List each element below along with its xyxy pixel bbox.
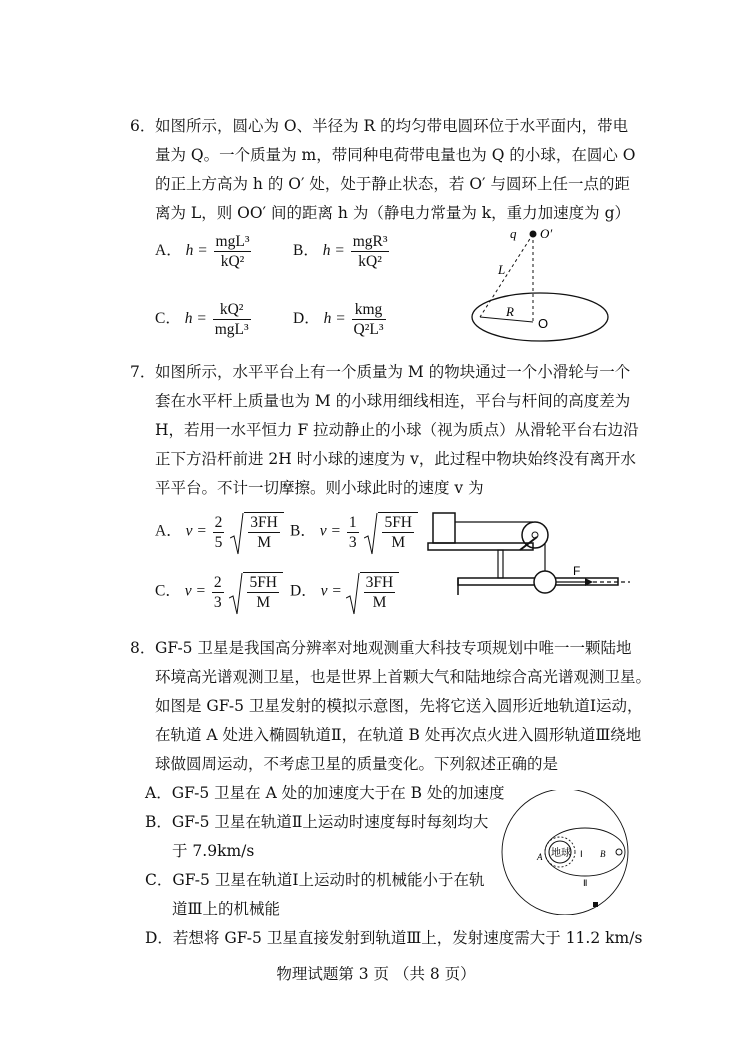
q7-line-3: H，若用一水平恒力 F 拉动静止的小球（视为质点）从滑轮平台右边沿 — [155, 421, 639, 439]
radicand-numerator: 5FH — [249, 574, 278, 591]
option-lhs: v = — [184, 582, 206, 600]
fraction-numerator: kQ² — [213, 300, 251, 320]
q8-line-3: 如图是 GF-5 卫星发射的模拟示意图，先将它送入圆形近地轨道Ⅰ运动， — [155, 697, 643, 715]
radicand-denominator: M — [257, 534, 271, 551]
coefficient-denominator: 3 — [213, 593, 222, 611]
coefficient-numerator: 2 — [213, 573, 222, 591]
q6-option-d[interactable] — [293, 300, 388, 339]
q6-line-1: 如图所示，圆心为 O、半径为 R 的均匀带电圆环位于水平面内，带电 — [155, 117, 629, 135]
q7-line-1: 如图所示，水平平台上有一个质量为 M 的物块通过一个小滑轮与一个 — [155, 363, 631, 381]
label-r: R — [506, 304, 514, 319]
radicand-numerator: 3FH — [250, 514, 278, 531]
q8-option-b-cont: 于 7.9km/s — [172, 842, 255, 860]
fraction-denominator: kQ² — [220, 253, 245, 270]
q7-option-a[interactable] — [155, 512, 284, 552]
label-orbit-1: Ⅰ — [580, 849, 583, 859]
option-lhs: h = — [323, 310, 346, 328]
q8-option-d[interactable]: D．若想将 GF-5 卫星直接发射到轨道Ⅲ上，发射速度需大于 11.2 km/s — [145, 929, 643, 947]
q6-ring-figure — [470, 222, 620, 347]
label-o: O — [538, 316, 549, 331]
fraction-numerator: kmg — [352, 300, 386, 320]
option-label: A． — [155, 242, 182, 260]
radicand-numerator: 3FH — [365, 574, 394, 591]
label-o-prime: O′ — [540, 226, 553, 241]
option-label: C． — [155, 582, 181, 600]
support-post — [498, 550, 503, 578]
option-lhs: h = — [184, 310, 207, 328]
radicand-denominator: M — [391, 534, 406, 551]
fraction-numerator: mgR³ — [352, 233, 388, 250]
q6-line-4: 离为 L，则 OO′ 间的距离 h 为（静电力常量为 k，重力加速度为 g） — [155, 204, 631, 222]
q6-line-2: 量为 Q。一个质量为 m，带同种电荷带电量也为 Q 的小球，在圆心 O — [155, 146, 636, 164]
option-label: D． — [293, 310, 320, 328]
corner-marker — [593, 902, 598, 907]
label-a: A — [537, 852, 543, 862]
q7-line-5: 平平台。不计一切摩擦。则小球此时的速度 v 为 — [155, 479, 484, 497]
q7-number: 7． — [130, 363, 156, 381]
platform — [428, 543, 533, 550]
q8-option-a[interactable]: A．GF-5 卫星在 A 处的加速度大于在 B 处的加速度 — [145, 784, 505, 802]
q7-option-c[interactable] — [155, 572, 283, 612]
label-l: L — [498, 262, 506, 277]
option-lhs: h = — [185, 242, 208, 260]
q7-option-b[interactable] — [290, 512, 418, 552]
option-label: B． — [293, 242, 319, 260]
fraction-numerator: mgL³ — [215, 233, 250, 250]
ball — [534, 571, 556, 593]
q8-number: 8． — [130, 639, 156, 657]
q6-option-c[interactable] — [155, 300, 253, 339]
option-label: B． — [290, 522, 316, 540]
option-lhs: v = — [320, 582, 342, 600]
block-m — [433, 513, 455, 543]
label-earth: 地球 — [551, 848, 571, 859]
q8-line-5: 球做圆周运动，不考虑卫星的质量变化。下列叙述正确的是 — [155, 755, 559, 773]
option-label: C． — [155, 310, 181, 328]
q8-option-c[interactable]: C．GF-5 卫星在轨道Ⅰ上运动时的机械能小于在轨 — [145, 871, 485, 889]
charge-ball — [530, 231, 537, 238]
page-footer: 物理试题第 3 页 （共 8 页） — [276, 965, 476, 983]
q8-line-1: GF-5 卫星是我国高分辨率对地观测重大科技专项规划中唯一一颗陆地 — [155, 639, 632, 657]
radicand-numerator: 5FH — [384, 514, 413, 531]
coefficient-numerator: 2 — [214, 513, 223, 531]
q7-pulley-figure — [425, 505, 635, 615]
q7-line-4: 正下方沿杆前进 2H 时小球的速度为 v，此过程中物块始终没有离开水 — [155, 450, 636, 468]
q8-option-b[interactable]: B．GF-5 卫星在轨道Ⅱ上运动时速度每时每刻均大 — [145, 813, 489, 831]
pulley — [522, 522, 548, 548]
fraction-denominator: mgL³ — [214, 321, 249, 338]
radicand-denominator: M — [256, 594, 271, 611]
pulley-axle — [532, 532, 538, 538]
label-b: B — [600, 849, 606, 859]
q6-option-b[interactable] — [293, 232, 391, 271]
label-q: q — [510, 226, 517, 241]
label-f: F — [573, 564, 581, 578]
q7-line-2: 套在水平杆上质量也为 M 的小球用细线相连，平台与杆间的高度差为 — [155, 392, 631, 410]
q8-option-c-cont: 道Ⅲ上的机械能 — [172, 900, 280, 918]
option-lhs: v = — [319, 522, 341, 540]
option-label: A． — [155, 522, 182, 540]
radicand-denominator: M — [372, 594, 387, 611]
satellite-b-marker — [616, 849, 622, 855]
option-lhs: v = — [185, 522, 207, 540]
coefficient-denominator: 3 — [348, 533, 357, 551]
fraction-denominator: kQ² — [358, 253, 382, 270]
coefficient-numerator: 1 — [348, 513, 357, 531]
fraction-denominator: Q²L³ — [353, 321, 384, 338]
q7-option-d[interactable] — [290, 572, 399, 612]
option-label: D． — [290, 582, 317, 600]
coefficient-denominator: 5 — [214, 533, 223, 551]
q8-line-4: 在轨道 A 处进入椭圆轨道Ⅱ，在轨道 B 处再次点火进入圆形轨道Ⅲ绕地 — [155, 726, 642, 744]
q8-line-2: 环境高光谱观测卫星，也是世界上首颗大气和陆地综合高光谱观测卫星。 — [155, 668, 652, 686]
q6-option-a[interactable] — [155, 232, 253, 271]
q8-orbit-figure — [495, 790, 635, 915]
q6-line-3: 的正上方高为 h 的 O′ 处，处于静止状态，若 O′ 与圆环上任一点的距 — [155, 175, 630, 193]
option-lhs: h = — [322, 242, 345, 260]
q6-number: 6． — [130, 117, 156, 135]
label-orbit-2: Ⅱ — [583, 878, 588, 888]
